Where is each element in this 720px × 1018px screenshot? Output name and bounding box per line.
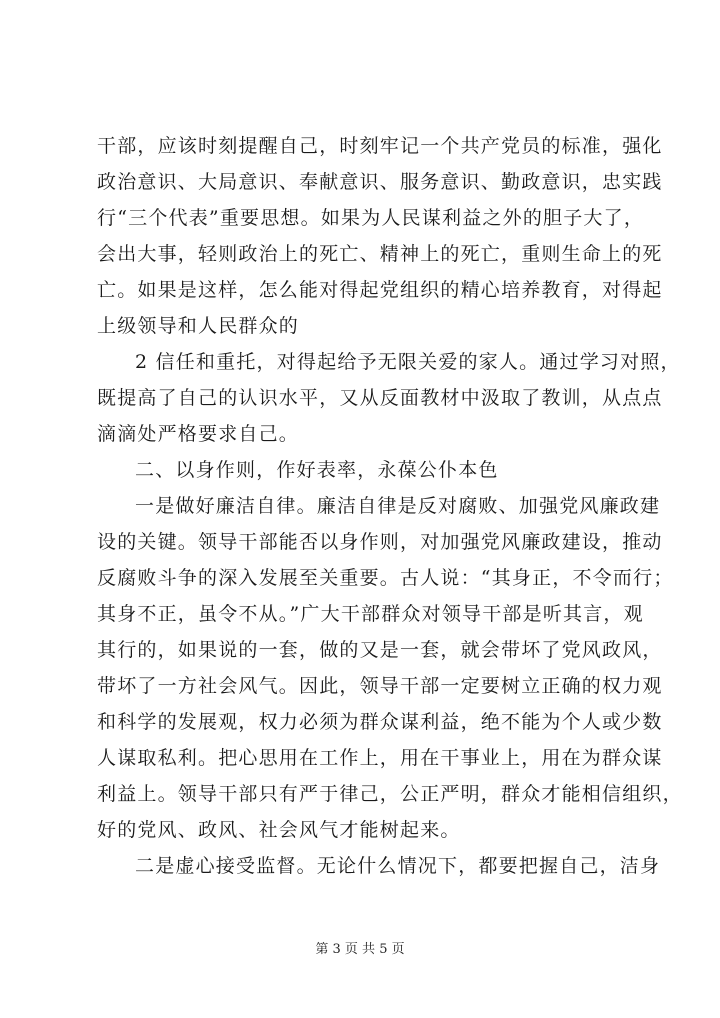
text-line: 亡。如果是这样，怎么能对得起党组织的精心培养教育，对得起 <box>97 279 663 301</box>
document-body <box>97 128 683 884</box>
heading-line: 二、以身作则，作好表率，永葆公仆本色 <box>135 459 499 481</box>
paragraph-3 <box>97 488 683 848</box>
text-line: 行“三个代表”重要思想。如果为人民谋利益之外的胆子大了， <box>97 207 645 229</box>
section-heading <box>97 452 637 488</box>
text-line: 其身不正，虽令不从。”广大干部群众对领导干部是听其言，观 <box>97 603 644 625</box>
text-line: 二是虚心接受监督。无论什么情况下，都要把握自己，洁身 <box>135 855 661 877</box>
paragraph-1 <box>97 128 663 344</box>
text-line: 利益上。领导干部只有严于律己，公正严明，群众才能相信组织， <box>97 783 683 805</box>
text-line: 反腐败斗争的深入发展至关重要。古人说：“其身正，不令而行； <box>97 567 674 589</box>
text-line: 会出大事，轻则政治上的死亡、精神上的死亡，重则生命上的死 <box>97 243 663 265</box>
paragraph-4 <box>97 848 661 884</box>
text-line: 既提高了自己的认识水平，又从反面教材中汲取了教训，从点点 <box>97 387 663 409</box>
text-line: 带坏了一方社会风气。因此，领导干部一定要树立正确的权力观 <box>97 675 663 697</box>
text-line: 其行的，如果说的一套，做的又是一套，就会带坏了党风政风， <box>97 639 663 661</box>
text-line: 2 信任和重托，对得起给予无限关爱的家人。通过学习对照， <box>135 351 681 373</box>
text-line: 设的关键。领导干部能否以身作则，对加强党风廉政建设，推动 <box>97 531 663 553</box>
text-line: 人谋取私利。把心思用在工作上，用在干事业上，用在为群众谋 <box>97 747 663 769</box>
text-line: 好的党风、政风、社会风气才能树起来。 <box>97 819 461 841</box>
text-line: 干部，应该时刻提醒自己，时刻牢记一个共产党员的标准，强化 <box>97 135 663 157</box>
text-line: 和科学的发展观，权力必须为群众谋利益，绝不能为个人或少数 <box>97 711 663 733</box>
paragraph-2 <box>97 344 681 452</box>
page-number-footer: 第 3 页 共 5 页 <box>315 942 405 957</box>
text-line: 一是做好廉洁自律。廉洁自律是反对腐败、加强党风廉政建 <box>135 495 661 517</box>
text-line: 滴滴处严格要求自己。 <box>97 423 300 445</box>
text-line: 上级领导和人民群众的 <box>97 315 300 337</box>
text-line: 政治意识、大局意识、奉献意识、服务意识、勤政意识，忠实践 <box>97 171 663 193</box>
